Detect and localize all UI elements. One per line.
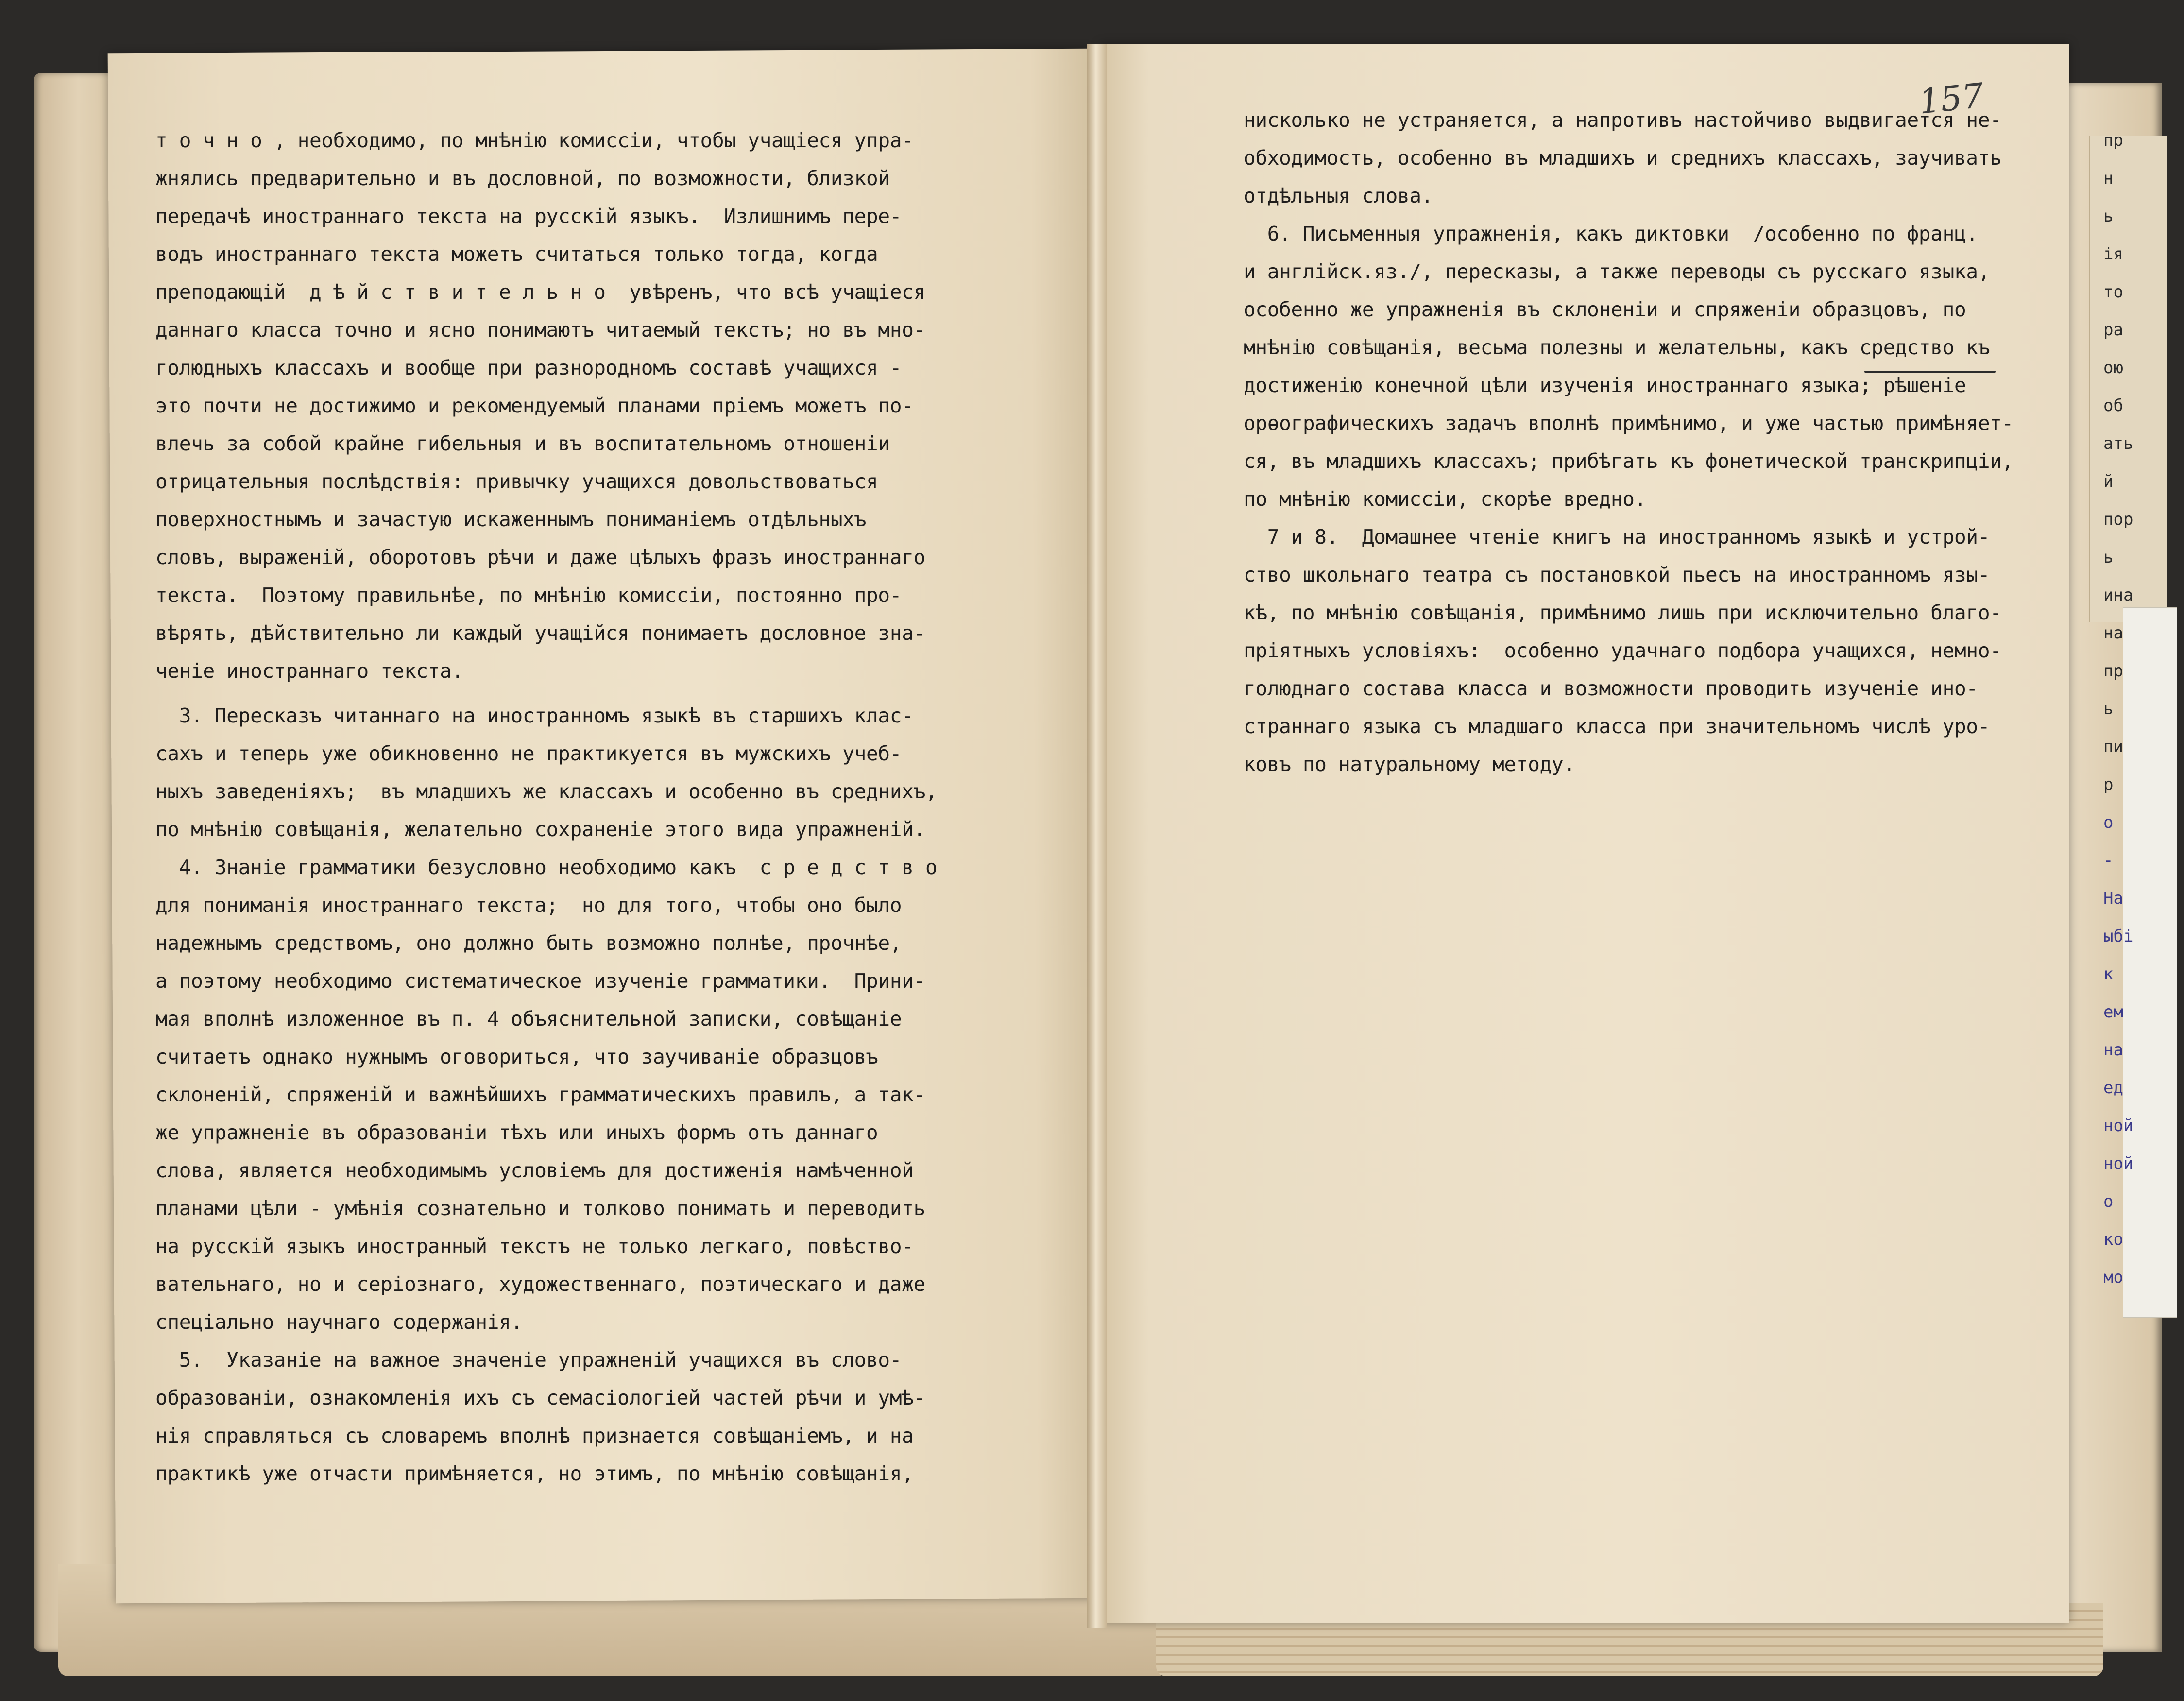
text-line: жнялись предварительно и въ дословной, по возможности, близкой	[155, 167, 890, 190]
text-line: мая вполнѣ изложенное въ п. 4 объяснительной записки, совѣщаніе	[155, 1007, 902, 1031]
text-line: отдѣльныя слова.	[1244, 184, 1433, 207]
text-line: а поэтому необходимо систематическое изученіе грамматики. Прини-	[155, 969, 925, 993]
text-line: сахъ и теперь уже обикновенно не практикуется въ мужскихъ учеб-	[155, 742, 902, 765]
edge-fragment: -	[2103, 851, 2114, 870]
edge-fragment: ія	[2103, 244, 2123, 264]
edge-fragment: н	[2103, 169, 2114, 188]
text-line: страннаго языка съ младшаго класса при значительномъ числѣ уро-	[1244, 715, 1990, 738]
text-line: надежнымъ средствомъ, оно должно быть возможно полнѣе, прочнѣе,	[155, 931, 902, 955]
edge-fragment: ра	[2103, 320, 2123, 340]
edge-fragment: об	[2103, 396, 2123, 415]
text-line: 3. Пересказъ читаннаго на иностранномъ языкѣ въ старшихъ клас-	[155, 704, 914, 727]
text-line: 7 и 8. Домашнее чтеніе книгъ на иностранномъ языкѣ и устрой-	[1244, 525, 1990, 549]
edge-fragment: ыбі	[2103, 927, 2133, 946]
text-line: мнѣнію совѣщанія, весьма полезны и желательны, какъ средство къ	[1244, 336, 1990, 359]
text-line: обходимость, особенно въ младшихъ и среднихъ классахъ, заучивать	[1244, 146, 2002, 170]
edge-fragment: ь	[2103, 699, 2114, 719]
text-line: ныхъ заведеніяхъ; въ младшихъ же классахъ и особенно въ среднихъ,	[155, 780, 938, 803]
edge-fragment: На	[2103, 889, 2123, 908]
text-line: достиженію конечной цѣли изученія иностраннаго языка; рѣшеніе	[1244, 374, 1966, 397]
text-line: отрицательныя послѣдствія: привычку учащихся довольствоваться	[155, 470, 878, 493]
edge-fragment: ной	[2103, 1116, 2133, 1135]
edge-fragment: пор	[2103, 510, 2133, 529]
text-line: планами цѣли - умѣнія сознательно и толково понимать и переводить	[155, 1197, 925, 1220]
text-line: кѣ, по мнѣнію совѣщанія, примѣнимо лишь при исключительно благо-	[1244, 601, 2002, 624]
text-line: особенно же упражненія въ склоненіи и спряженіи образцовъ, по	[1244, 298, 1966, 321]
text-line: нисколько не устраняется, а напротивъ настойчиво выдвигается не-	[1244, 108, 2002, 132]
edge-fragment: ной	[2103, 1154, 2133, 1173]
left-page-text	[155, 121, 937, 1493]
edge-fragment: мо	[2103, 1268, 2123, 1287]
edge-fragment: ем	[2103, 1002, 2123, 1022]
edge-fragment: ь	[2103, 206, 2114, 226]
text-line: вательнаго, но и серіознаго, художественнаго, поэтическаго и даже	[155, 1272, 925, 1296]
text-line: на русскій языкъ иностранный текстъ не только легкаго, повѣство-	[155, 1235, 914, 1258]
text-line: 5. Указаніе на важное значеніе упражненій учащихся въ слово-	[155, 1348, 902, 1372]
edge-fragment: ина	[2103, 585, 2133, 605]
edge-fragment: о	[2103, 813, 2114, 832]
text-line: считаетъ однако нужнымъ оговориться, что заучиваніе образцовъ	[155, 1045, 878, 1068]
text-line: словъ, выраженій, оборотовъ рѣчи и даже цѣлыхъ фразъ иностраннаго	[155, 546, 925, 569]
edge-fragment: то	[2103, 282, 2123, 302]
page-number: 157	[1917, 75, 1986, 122]
text-line: склоненій, спряженій и важнѣйшихъ грамматическихъ правилъ, а так-	[155, 1083, 925, 1106]
text-line: для пониманія иностраннаго текста; но для того, чтобы оно было	[155, 893, 902, 917]
text-line: влечь за собой крайне гибельныя и въ воспитательномъ отношеніи	[155, 432, 890, 455]
text-line: пріятныхъ условіяхъ: особенно удачнаго подбора учащихся, немно-	[1244, 639, 2002, 662]
text-line: и англійск.яз./, пересказы, а также переводы съ русскаго языка,	[1244, 260, 1990, 283]
text-line: ковъ по натуральному методу.	[1244, 753, 1575, 776]
text-line: передачѣ иностраннаго текста на русскій языкъ. Излишнимъ пере-	[155, 205, 902, 228]
text-line: преподающій д ѣ й с т в и т е л ь н о увѣренъ, что всѣ учащіеся	[155, 280, 925, 304]
text-line: текста. Поэтому правильнѣе, по мнѣнію комиссіи, постоянно про-	[155, 584, 902, 607]
text-line: ченіе иностраннаго текста.	[155, 659, 463, 683]
text-line: это почти не достижимо и рекомендуемый планами пріемъ можетъ по-	[155, 394, 914, 417]
edge-fragment: ь	[2103, 548, 2114, 567]
text-line: по мнѣнію комиссіи, скорѣе вредно.	[1244, 487, 1647, 511]
text-line: поверхностнымъ и зачастую искаженнымъ пониманіемъ отдѣльныхъ	[155, 508, 867, 531]
text-line: водъ иностраннаго текста можетъ считаться только тогда, когда	[155, 242, 878, 266]
text-line: голюдныхъ классахъ и вообще при разнородномъ составѣ учащихся -	[155, 356, 902, 379]
text-line: нія справляться съ словаремъ вполнѣ признается совѣщаніемъ, и на	[155, 1424, 914, 1447]
right-page-text	[1244, 101, 2013, 783]
text-line: 6. Письменныя упражненія, какъ диктовки /особенно по франц.	[1244, 222, 1978, 245]
text-line: по мнѣнію совѣщанія, желательно сохраненіе этого вида упражненій.	[155, 818, 925, 841]
text-line: вѣрять, дѣйствительно ли каждый учащійся понимаетъ дословное зна-	[155, 621, 925, 645]
edge-fragment: ою	[2103, 358, 2123, 378]
edge-fragment: к	[2103, 964, 2114, 984]
text-line: практикѣ уже отчасти примѣняется, но этимъ, по мнѣнію совѣщанія,	[155, 1462, 914, 1485]
text-line: ся, въ младшихъ классахъ; прибѣгать къ фонетической транскрипціи,	[1244, 449, 2013, 473]
underline-mark	[1864, 371, 1996, 373]
edge-fragment: пр	[2103, 661, 2123, 681]
text-line: ство школьнаго театра съ постановкой пьесъ на иностранномъ язы-	[1244, 563, 1990, 586]
edge-fragment: й	[2103, 472, 2114, 491]
text-line: голюднаго состава класса и возможности проводить изученіе ино-	[1244, 677, 1978, 700]
right-edge-fragments	[2103, 121, 2133, 1296]
text-line: т о ч н о , необходимо, по мнѣнію комиссіи, чтобы учащіеся упра-	[155, 129, 914, 152]
edge-fragment: пи	[2103, 737, 2123, 756]
text-line: же упражненіе въ образованіи тѣхъ или иныхъ формъ отъ даннаго	[155, 1121, 878, 1144]
edge-fragment: ко	[2103, 1230, 2123, 1249]
edge-fragment: о	[2103, 1192, 2114, 1211]
edge-fragment: ать	[2103, 434, 2133, 453]
text-line: даннаго класса точно и ясно понимаютъ читаемый текстъ; но въ мно-	[155, 318, 925, 342]
text-line: образованіи, ознакомленія ихъ съ семасіологіей частей рѣчи и умѣ-	[155, 1386, 925, 1409]
edge-fragment: ед	[2103, 1078, 2123, 1098]
book-gutter	[1087, 44, 1107, 1628]
text-line: 4. Знаніе грамматики безусловно необходимо какъ с р е д с т в о	[155, 856, 938, 879]
text-line: слова, является необходимымъ условіемъ для достиженія намѣченной	[155, 1159, 914, 1182]
edge-fragment: р	[2103, 775, 2114, 794]
text-line	[155, 690, 937, 697]
text-line: спеціально научнаго содержанія.	[155, 1310, 523, 1334]
edge-fragment: пр	[2103, 131, 2123, 150]
edge-fragment: на	[2103, 623, 2123, 643]
text-line: орѳографическихъ задачъ вполнѣ примѣнимо, и уже частью примѣняет-	[1244, 412, 2013, 435]
edge-fragment: на	[2103, 1040, 2123, 1060]
